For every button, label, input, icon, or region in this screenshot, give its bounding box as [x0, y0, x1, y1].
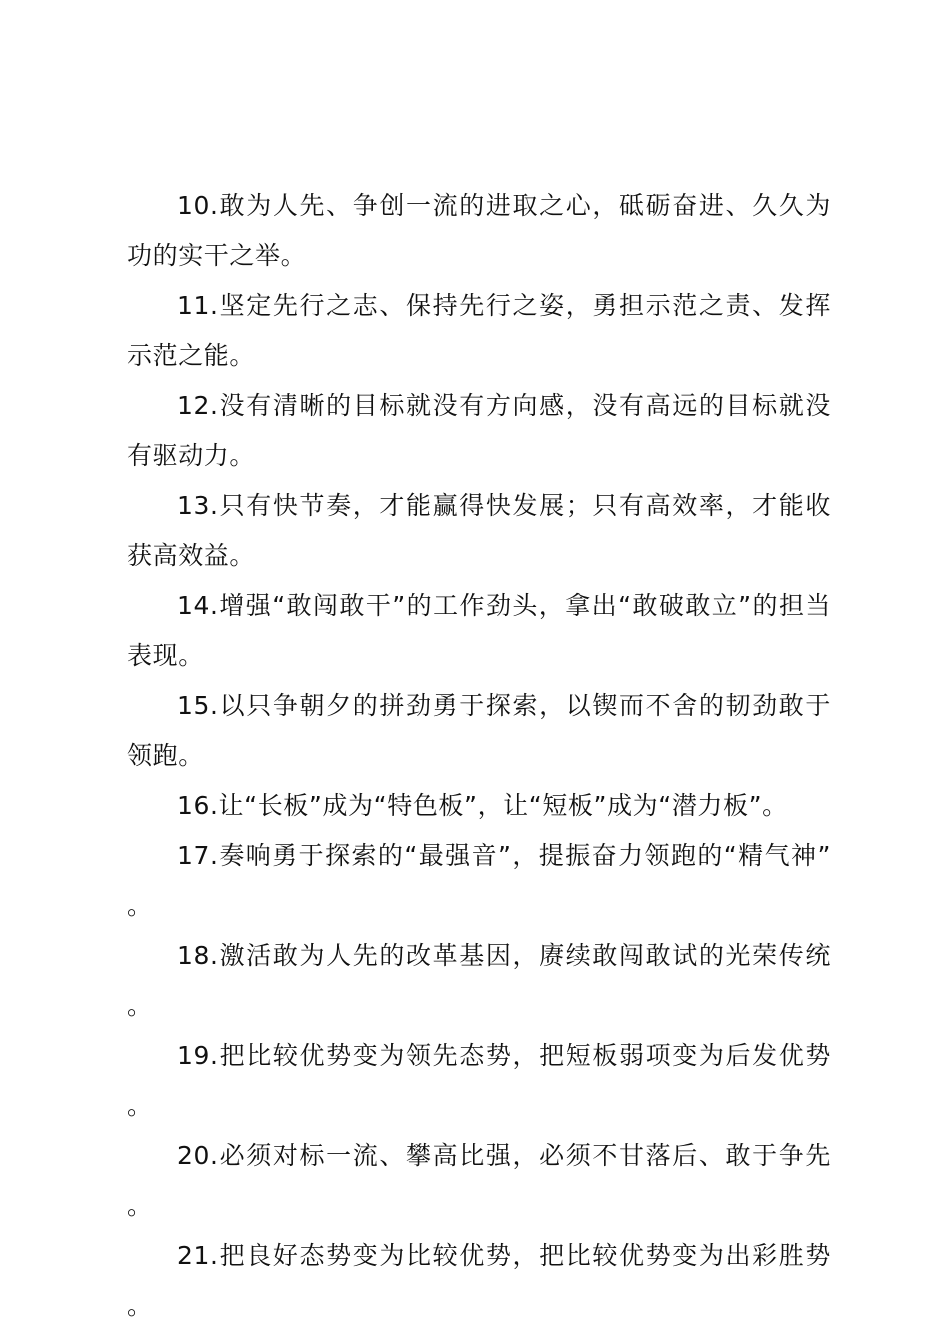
paragraph-17: 17.奏响勇于探索的“最强音”，提振奋力领跑的“精气神”。	[127, 841, 831, 920]
paragraph-14: 14.增强“敢闯敢干”的工作劲头，拿出“敢破敢立”的担当表现。	[127, 591, 831, 670]
paragraph-12: 12.没有清晰的目标就没有方向感，没有高远的目标就没有驱动力。	[127, 391, 831, 470]
paragraph-11: 11.坚定先行之志、保持先行之姿，勇担示范之责、发挥示范之能。	[127, 291, 831, 370]
paragraph-15: 15.以只争朝夕的拼劲勇于探索，以锲而不舍的韧劲敢于领跑。	[127, 691, 831, 770]
paragraph-20: 20.必须对标一流、攀高比强，必须不甘落后、敢于争先。	[127, 1141, 831, 1220]
document-body	[127, 181, 831, 1331]
paragraph-18: 18.激活敢为人先的改革基因，赓续敢闯敢试的光荣传统。	[127, 941, 831, 1020]
paragraph-10: 10.敢为人先、争创一流的进取之心，砥砺奋进、久久为功的实干之举。	[127, 191, 831, 270]
paragraph-16: 16.让“长板”成为“特色板”，让“短板”成为“潜力板”。	[177, 791, 788, 820]
paragraph-19: 19.把比较优势变为领先态势，把短板弱项变为后发优势。	[127, 1041, 831, 1120]
paragraph-21: 21.把良好态势变为比较优势，把比较优势变为出彩胜势。	[127, 1241, 831, 1320]
paragraph-13: 13.只有快节奏，才能赢得快发展；只有高效率，才能收获高效益。	[127, 491, 831, 570]
